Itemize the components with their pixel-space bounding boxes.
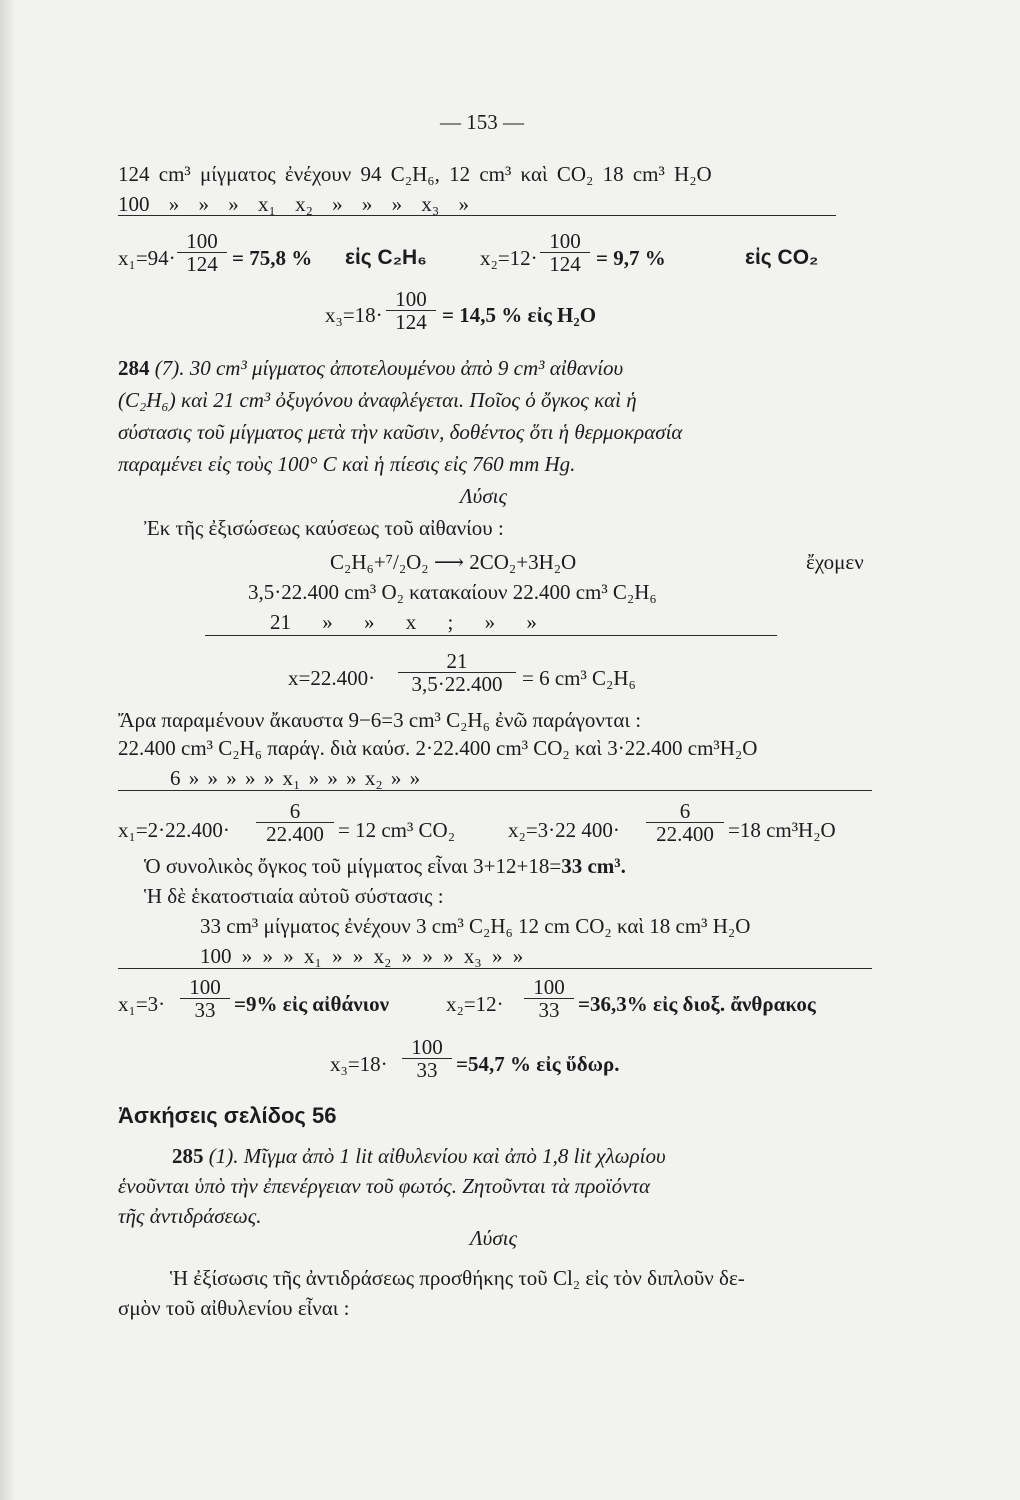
x1-tail: εἰς C₂H₆ <box>345 246 427 269</box>
x3-numerator: 100 <box>395 287 427 311</box>
x1-label: x₁=94· <box>118 246 176 270</box>
combustion-equation: C₂H₆+⁷/₂O₂ ⟶ 2CO₂+3H₂O <box>330 550 577 574</box>
xa-label: x₁=2·22.400· <box>118 818 230 842</box>
calc-row-2: 100 » » » x₁ x₂ » » » x₃ » <box>118 192 469 216</box>
yb-fraction <box>524 976 574 1021</box>
problem-285-line-2: ἑνοῦνται ὑπὸ τὴν ἐπενέργειαν τοῦ φωτός. Ζητοῦνται τὰ προϊόντα <box>118 1174 650 1198</box>
solution-line-2: 3,5·22.400 cm³ O₂ κατακαίουν 22.400 cm³ C₂H₆ <box>248 580 657 604</box>
solution-line-5: 22.400 cm³ C₂H₆ παράγ. διὰ καύσ. 2·22.400 cm³ CO₂ καὶ 3·22.400 cm³H₂O <box>118 736 758 760</box>
x-denominator: 3,5·22.400 <box>398 672 516 695</box>
calc-row-1: 124 cm³ μίγματος ἐνέχουν 94 C₂H₆, 12 cm³ καὶ CO₂ 18 cm³ H₂O <box>118 162 712 186</box>
problem-285-line-3: τῆς ἀντιδράσεως. <box>118 1204 262 1228</box>
problem-285-line-1 <box>172 1144 666 1168</box>
solution-line-7 <box>144 854 626 878</box>
divider-rule <box>118 215 836 216</box>
x1-result: = 75,8 % <box>232 246 313 270</box>
x1-numerator: 100 <box>186 229 218 253</box>
xb-fraction <box>646 800 724 845</box>
x3-label: x₃=18· <box>325 303 383 327</box>
x1-fraction <box>177 230 227 275</box>
xb-label: x₂=3·22 400· <box>508 818 620 842</box>
xa-fraction <box>256 800 334 845</box>
solution-line-1: Ἐκ τῆς ἐξισώσεως καύσεως τοῦ αἰθανίου : <box>144 516 504 540</box>
ya-label: x₁=3· <box>118 992 166 1016</box>
ya-numerator: 100 <box>189 975 221 999</box>
section-heading: Ἀσκήσεις σελίδος 56 <box>118 1103 337 1128</box>
yc-numerator: 100 <box>411 1035 443 1059</box>
x2-result: = 9,7 % <box>596 246 666 270</box>
yc-fraction <box>402 1036 452 1081</box>
x-label: x=22.400· <box>288 666 376 690</box>
page-fold-shadow <box>0 0 16 1500</box>
problem-285-number: 285 <box>172 1144 204 1168</box>
x2-denominator: 124 <box>540 252 590 275</box>
problem-284-line-2: (C₂H₆) καὶ 21 cm³ ὀξυγόνου ἀναφλέγεται. Ποῖος ὁ ὄγκος καὶ ἡ <box>118 388 637 412</box>
ya-fraction <box>180 976 230 1021</box>
problem-284-number: 284 <box>118 356 150 380</box>
yc-label: x₃=18· <box>330 1052 388 1076</box>
x3-fraction <box>386 288 436 333</box>
ya-denominator: 33 <box>180 998 230 1021</box>
x2-fraction <box>540 230 590 275</box>
x2-tail: εἰς CO₂ <box>745 246 819 269</box>
solution-line-10: 100 » » » x₁ » » x₂ » » » x₃ » » <box>200 944 524 968</box>
problem-285-text-1: (1). Μῖγμα ἀπὸ 1 lit αἰθυλενίου καὶ ἀπὸ 1,8 lit χλωρίου <box>208 1144 666 1168</box>
total-volume-text: Ὁ συνολικὸς ὄγκος τοῦ μίγματος εἶναι 3+12+18= <box>144 854 562 878</box>
x-numerator: 21 <box>446 649 468 673</box>
x-result: = 6 cm³ C₂H₆ <box>522 666 636 690</box>
yb-denominator: 33 <box>524 998 574 1021</box>
x1-denominator: 124 <box>177 252 227 275</box>
x3-denominator: 124 <box>386 310 436 333</box>
yc-denominator: 33 <box>402 1058 452 1081</box>
echomen-label: ἔχομεν <box>806 550 864 574</box>
xa-numerator: 6 <box>289 799 301 823</box>
problem-284-line-1 <box>118 356 623 380</box>
xb-numerator: 6 <box>679 799 691 823</box>
solution-line-3: 21 » » x ; » » <box>270 610 537 634</box>
solution-line-4: Ἄρα παραμένουν ἄκαυστα 9−6=3 cm³ C₂H₆ ἐνῶ παράγονται : <box>118 708 642 732</box>
xa-denominator: 22.400 <box>256 822 334 845</box>
page-number: — 153 — <box>440 110 524 134</box>
problem-285-solution-line-2: σμὸν τοῦ αἰθυλενίου εἶναι : <box>118 1296 350 1320</box>
yb-label: x₂=12· <box>446 992 504 1016</box>
solution-title: Λύσις <box>460 484 508 508</box>
problem-284-text-1: (7). 30 cm³ μίγματος ἀποτελουμένου ἀπὸ 9 cm³ αἰθανίου <box>154 356 624 380</box>
solution-line-8: Ἡ δὲ ἑκατοστιαία αὐτοῦ σύστασις : <box>144 884 444 908</box>
divider-rule <box>118 968 872 969</box>
problem-285-solution-line-1: Ἡ ἐξίσωσις τῆς ἀντιδράσεως προσθήκης τοῦ Cl₂ εἰς τὸν διπλοῦν δε- <box>170 1266 745 1290</box>
total-volume-value: 33 cm³. <box>561 854 626 878</box>
yb-numerator: 100 <box>533 975 565 999</box>
solution-title-285: Λύσις <box>470 1226 518 1250</box>
x2-label: x₂=12· <box>480 246 538 270</box>
x3-result: = 14,5 % εἰς H₂O <box>442 303 597 327</box>
divider-rule <box>205 635 777 636</box>
xb-result: =18 cm³H₂O <box>728 818 836 842</box>
yc-result: =54,7 % εἰς ὕδωρ. <box>456 1052 620 1076</box>
divider-rule <box>118 790 872 791</box>
xb-denominator: 22.400 <box>646 822 724 845</box>
solution-line-9: 33 cm³ μίγματος ἐνέχουν 3 cm³ C₂H₆ 12 cm CO₂ καὶ 18 cm³ H₂O <box>200 914 751 938</box>
problem-284-line-4: παραμένει εἰς τοὺς 100° C καὶ ἡ πίεσις εἰς 760 mm Hg. <box>118 452 576 476</box>
x2-numerator: 100 <box>549 229 581 253</box>
x-fraction <box>398 650 516 695</box>
xa-result: = 12 cm³ CO₂ <box>338 818 456 842</box>
ya-result: =9% εἰς αἰθάνιον <box>234 992 389 1016</box>
solution-line-6: 6 » » » » » x₁ » » » x₂ » » <box>170 766 421 790</box>
problem-284-line-3: σύστασις τοῦ μίγματος μετὰ τὴν καῦσιν, δοθέντος ὅτι ἡ θερμοκρασία <box>118 420 683 444</box>
yb-result: =36,3% εἰς διοξ. ἄνθρακος <box>578 992 816 1016</box>
